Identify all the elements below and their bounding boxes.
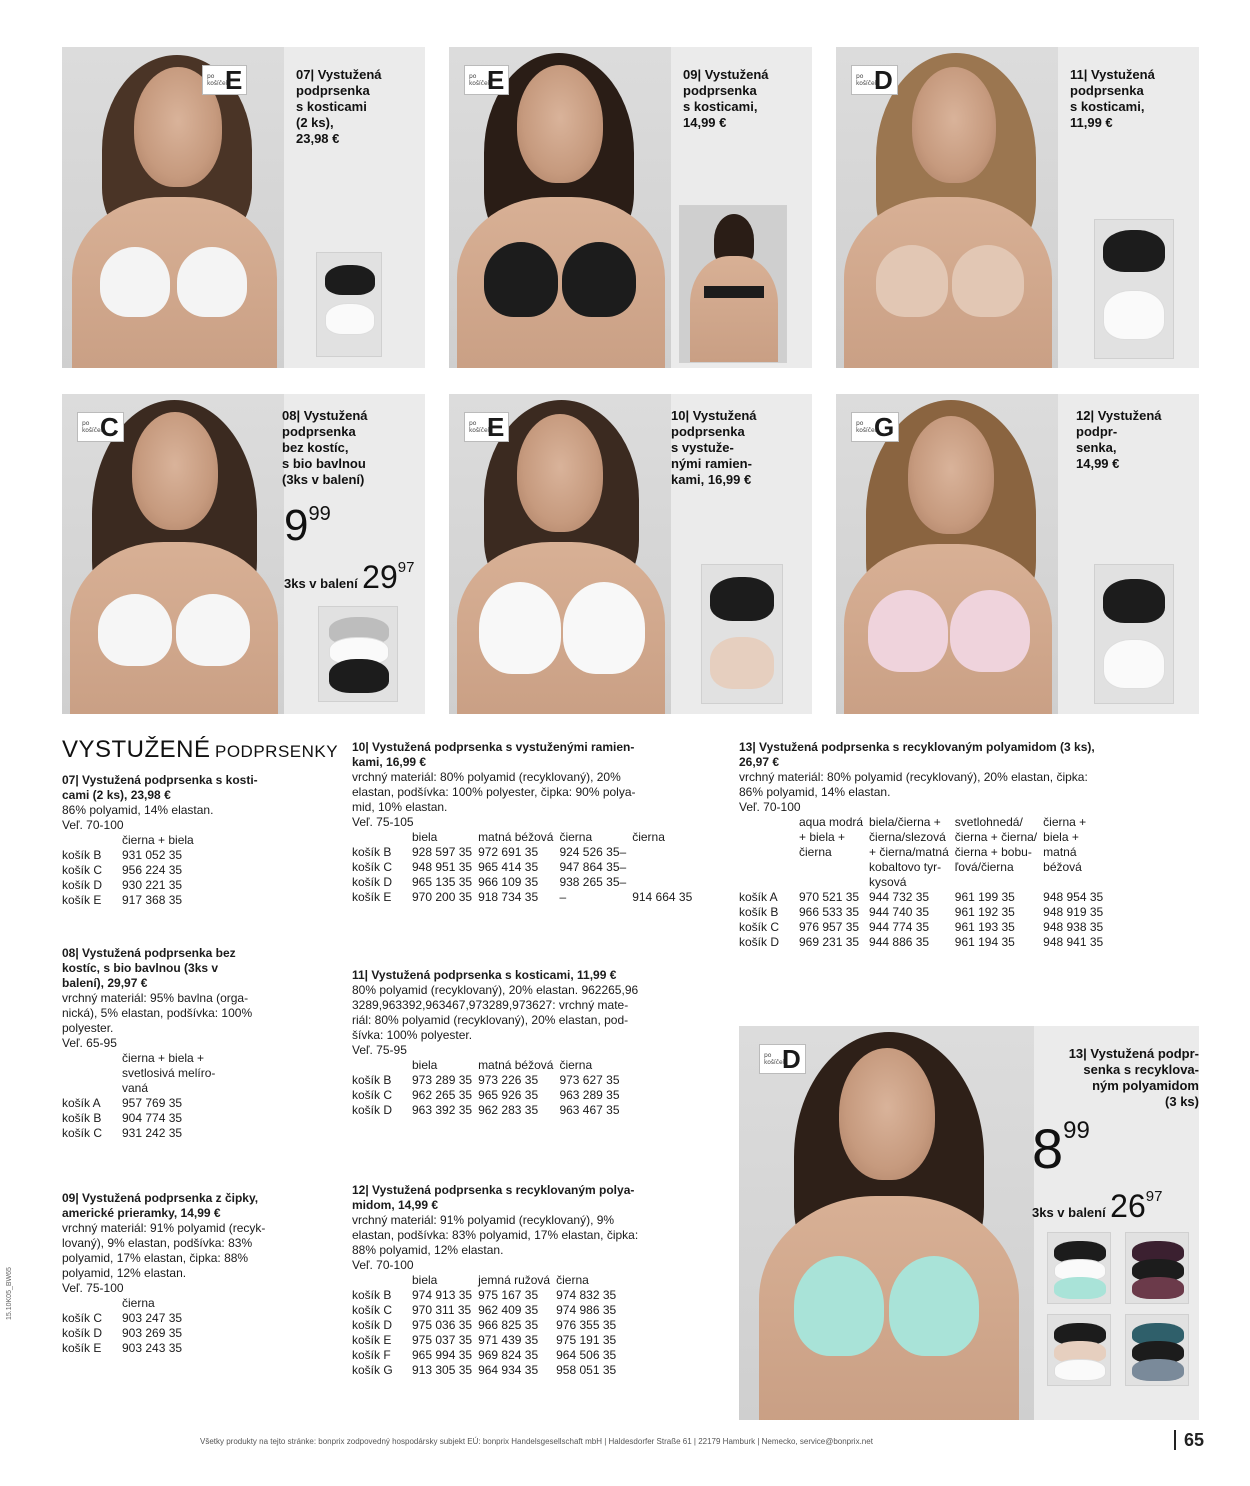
article-code-cell: 963 392 35 (412, 1103, 473, 1117)
product-photo (449, 47, 671, 368)
cup-badge-letter: E (487, 65, 505, 95)
cup-size-cell: košík D (739, 935, 780, 949)
bra-cup-right (177, 247, 247, 317)
cup-size-cell: košík B (352, 1073, 392, 1087)
model-face (908, 416, 994, 534)
cup-size-cell: košík A (739, 890, 778, 904)
product-panel-08 (62, 394, 425, 714)
model-face (839, 1048, 935, 1180)
article-code-cell: 969 231 35 (799, 935, 860, 949)
code-table (352, 830, 698, 905)
article-code-cell: 975 167 35 (478, 1288, 539, 1302)
table-row (352, 1363, 622, 1378)
article-code-cell: 966 109 35 (478, 875, 539, 889)
cup-size-badge (851, 412, 899, 442)
article-code-cell: 948 938 35 (1043, 920, 1104, 934)
table-row (352, 860, 698, 875)
article-code-cell (632, 875, 698, 890)
column-header: jemná ružová (478, 1273, 551, 1287)
article-code-cell: 961 193 35 (954, 920, 1015, 934)
article-code-cell: 913 305 35 (412, 1363, 473, 1377)
article-code-cell: 938 265 35– (559, 875, 627, 889)
bra-cup-right (563, 582, 645, 674)
product-thumbnail-set-4[interactable] (1125, 1314, 1189, 1386)
product-caption: 09| Vystužená podprsenka s kosticami, 14,99 € (683, 67, 769, 130)
article-code-cell: 973 226 35 (478, 1073, 539, 1087)
cup-size-cell: košík E (352, 890, 392, 904)
cup-size-cell: košík F (352, 1348, 391, 1362)
cup-badge-label: po košíček (764, 1052, 787, 1066)
model-face (517, 65, 603, 183)
cup-badge-letter: D (874, 65, 893, 95)
article-code-cell: 931 052 35 (122, 848, 183, 862)
product-caption: 12| Vystužená podpr- senka, 14,99 € (1076, 408, 1162, 471)
column-header: čierna (559, 1058, 593, 1072)
table-row (62, 1326, 188, 1341)
bra-cup-left (479, 582, 561, 674)
section-title (62, 736, 338, 764)
article-code-cell: 976 957 35 (799, 920, 860, 934)
article-code-cell: 928 597 35 (412, 845, 473, 859)
article-code-cell: 903 247 35 (122, 1311, 183, 1325)
article-code-cell: 918 734 35 (478, 890, 539, 904)
cup-size-cell: košík C (352, 1088, 393, 1102)
product-caption: 07| Vystužená podprsenka s kosticami (2 ks), 23,98 € (296, 67, 382, 146)
details-body: vrchný materiál: 91% polyamid (recyklovaný), 9% elastan, podšívka: 83% polyamid, 17% elastan, čipka: 88% polyamid, 12% elastan. Veľ. 70-100 (352, 1213, 639, 1272)
cup-badge-letter: G (874, 412, 895, 442)
table-header-row (62, 1296, 188, 1311)
column-header (352, 1058, 412, 1073)
cup-size-cell: košík C (62, 863, 103, 877)
cup-badge-letter: E (487, 412, 505, 442)
article-code-cell: 966 533 35 (799, 905, 860, 919)
table-row (352, 1288, 622, 1303)
footer-legal: Všetky produkty na tejto stránke: bonprix zodpovedný hospodársky subjekt EÚ: bonprix Handelsgesellschaft mbH | Haldesdorfer Straße 61 | 22179 Hamburk | Nemecko, service@bonprix.net (200, 1437, 873, 1446)
column-header: čierna (556, 1273, 589, 1287)
article-code-cell: 944 740 35 (869, 905, 930, 919)
price-pack (284, 559, 414, 596)
article-code-cell: 964 934 35 (478, 1363, 539, 1377)
article-code-cell (632, 845, 698, 860)
article-code-cell: 947 864 35– (559, 860, 627, 874)
table-row (62, 863, 200, 878)
product-photo (62, 47, 284, 368)
article-code-cell: 969 824 35 (478, 1348, 539, 1362)
bra-cup-right (176, 594, 250, 666)
price-single (284, 501, 331, 550)
cup-badge-label: po košíček (856, 73, 879, 87)
code-table (739, 815, 1109, 950)
bra-cup-right (950, 590, 1030, 672)
product-back-view[interactable] (679, 205, 787, 363)
product-details-07 (62, 773, 332, 908)
article-code-cell: 948 951 35 (412, 860, 473, 874)
product-thumbnail[interactable] (316, 252, 382, 357)
details-heading: 13| Vystužená podprsenka s recyklovaným polyamidom (3 ks), 26,97 € (739, 740, 1095, 769)
column-header (739, 815, 799, 890)
article-code-cell: 970 200 35 (412, 890, 473, 904)
product-caption: 08| Vystužená podprsenka bez kostíc, s bio bavlnou (3ks v balení) (282, 408, 368, 487)
article-code-cell: 903 243 35 (122, 1341, 183, 1355)
product-photo (836, 394, 1058, 714)
article-code-cell: 962 265 35 (412, 1088, 473, 1102)
table-header-row (352, 830, 698, 845)
column-header: čierna + biela + matná béžová (1043, 815, 1087, 874)
cup-size-badge (202, 65, 247, 95)
article-code-cell: 948 954 35 (1043, 890, 1104, 904)
article-code-cell: 964 506 35 (556, 1348, 617, 1362)
table-row (62, 1111, 221, 1126)
product-photo (836, 47, 1058, 368)
product-details-11 (352, 968, 722, 1118)
pack-price-integer: 26 (1110, 1188, 1146, 1224)
details-heading: 09| Vystužená podprsenka z čipky, americké prieramky, 14,99 € (62, 1191, 259, 1220)
column-header: čierna (122, 1296, 155, 1310)
pack-price-integer: 29 (362, 559, 398, 595)
cup-size-badge (759, 1044, 806, 1074)
cup-size-cell: košík A (62, 1096, 101, 1110)
article-code-cell: 974 986 35 (556, 1303, 617, 1317)
product-panel-13 (739, 1026, 1199, 1420)
pack-price-decimal: 97 (397, 559, 415, 576)
article-code-cell: 966 825 35 (478, 1318, 539, 1332)
table-row (352, 1303, 622, 1318)
cup-badge-label: po košíček (856, 420, 879, 434)
table-row (352, 875, 698, 890)
cup-badge-letter: E (225, 65, 243, 95)
product-panel-12 (836, 394, 1199, 714)
model-face (517, 414, 603, 532)
article-code-cell: 974 913 35 (412, 1288, 473, 1302)
product-thumbnail[interactable] (318, 606, 398, 702)
code-table (62, 833, 200, 908)
pack-label: 3ks v balení (1032, 1205, 1106, 1220)
table-row (352, 1318, 622, 1333)
table-row (352, 1088, 626, 1103)
product-details-08 (62, 946, 332, 1141)
column-header: matná béžová (478, 830, 554, 844)
bra-cup-left (484, 242, 558, 317)
product-thumbnail-set-1[interactable] (1047, 1232, 1111, 1304)
product-thumbnail-set-3[interactable] (1047, 1314, 1111, 1386)
column-header: matná béžová (478, 1058, 554, 1072)
details-body: vrchný materiál: 80% polyamid (recyklovaný), 20% elastan, podšívka: 100% polyester, čipka: 90% polya- mid, 10% elastan. Veľ. 75-105 (352, 770, 636, 829)
details-body: 80% polyamid (recyklovaný), 20% elastan. 962265,96 3289,963392,963467,973289,973627: vrchný mate- riál: 80% polyamid (recyklovaný), 20% elastan, pod- šívka: 100% polyester. Veľ. 75-95 (352, 983, 639, 1057)
article-code-cell: 975 191 35 (556, 1333, 617, 1347)
table-header-row (62, 833, 200, 848)
column-header: svetlohnedá/ čierna + čierna/ čierna + bobu- ľová/čierna (954, 815, 1038, 874)
column-header (62, 833, 122, 848)
product-details-09 (62, 1191, 332, 1356)
article-code-cell: 970 311 35 (412, 1303, 472, 1317)
code-table (62, 1051, 221, 1141)
details-heading: 08| Vystužená podprsenka bez kostíc, s bio bavlnou (3ks v balení), 29,97 € (62, 946, 236, 990)
table-row (352, 1073, 626, 1088)
cup-size-cell: košík G (352, 1363, 393, 1377)
table-row (352, 1348, 622, 1363)
bra-cup-left (868, 590, 948, 672)
product-thumbnail-set-2[interactable] (1125, 1232, 1189, 1304)
details-heading: 12| Vystužená podprsenka s recyklovaným polya- midom, 14,99 € (352, 1183, 635, 1212)
table-row (352, 845, 698, 860)
article-code-cell: 914 664 35 (632, 890, 693, 904)
column-header: biela (412, 1273, 438, 1287)
code-table (352, 1273, 622, 1378)
details-heading: 10| Vystužená podprsenka s vystuženými ramien- kami, 16,99 € (352, 740, 635, 769)
table-row (739, 890, 1109, 905)
product-caption: 11| Vystužená podprsenka s kosticami, 11,99 € (1070, 67, 1155, 130)
cup-size-badge (464, 65, 509, 95)
column-header (62, 1051, 122, 1096)
table-row (739, 905, 1109, 920)
bra-cup-right (952, 245, 1024, 317)
product-caption: 13| Vystužená podpr- senka s recyklova- ným polyamidom (3 ks) (1068, 1046, 1199, 1109)
article-code-cell: 974 832 35 (556, 1288, 617, 1302)
price-integer: 9 (284, 501, 309, 550)
page-number-divider (1174, 1430, 1176, 1450)
cup-size-cell: košík B (739, 905, 779, 919)
price-pack (1032, 1188, 1162, 1225)
article-code-cell: 948 919 35 (1043, 905, 1104, 919)
product-thumbnail[interactable] (1094, 564, 1174, 704)
model-face (132, 412, 218, 530)
article-code-cell: 961 194 35 (954, 935, 1015, 949)
price-integer: 8 (1032, 1117, 1064, 1180)
cup-size-cell: košík B (352, 845, 392, 859)
column-header: čierna + biela + svetlosivá melíro- vaná (122, 1051, 216, 1095)
product-photo (449, 394, 671, 714)
product-details-13 (739, 740, 1199, 950)
product-panel-11 (836, 47, 1199, 368)
product-panel-10 (449, 394, 812, 714)
article-code-cell: 965 994 35 (412, 1348, 473, 1362)
page-number (1184, 1430, 1204, 1451)
article-code-cell: 944 774 35 (869, 920, 930, 934)
article-code-cell: 965 414 35 (478, 860, 539, 874)
cup-size-cell: košík D (352, 1318, 393, 1332)
table-row (352, 890, 698, 905)
page-number-value: 65 (1184, 1430, 1205, 1450)
article-code-cell: 962 409 35 (478, 1303, 539, 1317)
details-body: vrchný materiál: 95% bavlna (orga- nická), 5% elastan, podšívka: 100% polyester. Veľ. 65-95 (62, 991, 253, 1050)
cup-badge-label: po košíček (469, 73, 492, 87)
article-code-cell: 976 355 35 (556, 1318, 617, 1332)
cup-size-cell: košík E (62, 1341, 102, 1355)
column-header: čierna (632, 830, 665, 844)
column-header (352, 830, 412, 845)
article-code-cell: 956 224 35 (122, 863, 183, 877)
column-header: čierna + biela (122, 833, 194, 847)
details-body: vrchný materiál: 91% polyamid (recyk- lovaný), 9% elastan, podšívka: 83% polyamid, 17% elastan, čipka: 88% polyamid, 12% elastan. Veľ. 75-100 (62, 1221, 266, 1295)
bra-cup-left (100, 247, 170, 317)
column-header: biela (412, 830, 438, 844)
article-code-cell: 917 368 35 (122, 893, 183, 907)
cup-size-cell: košík D (352, 875, 393, 889)
column-header: aqua modrá + biela + čierna (799, 815, 864, 859)
cup-size-cell: košík D (62, 1326, 103, 1340)
article-code-cell: 957 769 35 (122, 1096, 183, 1110)
article-code-cell: 930 221 35 (122, 878, 183, 892)
cup-badge-label: po košíček (82, 420, 105, 434)
article-code-cell: 961 199 35 (954, 890, 1015, 904)
product-thumbnail[interactable] (1094, 219, 1174, 359)
code-table (352, 1058, 626, 1118)
cup-size-cell: košík D (352, 1103, 393, 1117)
cup-size-cell: košík B (352, 1288, 392, 1302)
cup-size-cell: košík D (62, 878, 103, 892)
cup-size-cell: košík C (352, 860, 393, 874)
table-row (62, 1126, 221, 1141)
table-row (62, 893, 200, 908)
table-row (739, 935, 1109, 950)
article-code-cell: – (559, 890, 567, 904)
column-header: čierna (559, 830, 593, 844)
cup-size-cell: košík E (62, 893, 102, 907)
article-code-cell: 963 289 35 (559, 1088, 620, 1102)
section-title-main: VYSTUŽENÉ (62, 736, 211, 763)
article-code-cell: 903 269 35 (122, 1326, 183, 1340)
table-row (352, 1333, 622, 1348)
article-code-cell: 931 242 35 (122, 1126, 183, 1140)
column-header (352, 1273, 412, 1288)
article-code-cell: 971 439 35 (478, 1333, 539, 1347)
product-caption: 10| Vystužená podprsenka s vystuže- nými ramien- kami, 16,99 € (671, 408, 757, 487)
bra-cup-left (98, 594, 172, 666)
table-header-row (62, 1051, 221, 1096)
table-row (62, 878, 200, 893)
cup-badge-label: po košíček (207, 73, 230, 87)
details-heading: 11| Vystužená podprsenka s kosticami, 11,99 € (352, 968, 617, 982)
table-row (62, 848, 200, 863)
price-decimal: 99 (308, 503, 331, 525)
cup-size-cell: košík C (62, 1311, 103, 1325)
cup-size-badge (851, 65, 898, 95)
article-code-cell: 965 135 35 (412, 875, 473, 889)
cup-size-cell: košík B (62, 848, 102, 862)
cup-size-cell: košík C (352, 1303, 393, 1317)
bra-cup-left (794, 1256, 884, 1356)
table-row (62, 1096, 221, 1111)
article-code-cell: 944 732 35 (869, 890, 930, 904)
article-code-cell: 962 283 35 (478, 1103, 539, 1117)
product-panel-09 (449, 47, 812, 368)
column-header: biela (412, 1058, 438, 1072)
article-code-cell: 975 037 35 (412, 1333, 473, 1347)
table-row (352, 1103, 626, 1118)
product-photo (62, 394, 284, 714)
cup-size-badge (77, 412, 124, 442)
article-code-cell: 965 926 35 (478, 1088, 539, 1102)
product-panel-07 (62, 47, 425, 368)
bra-cup-right (889, 1256, 979, 1356)
column-header: biela/čierna + čierna/slezová + čierna/matná kobaltovo tyr- kysová (869, 815, 949, 889)
pack-price-decimal: 97 (1145, 1188, 1163, 1205)
cup-size-cell: košík C (739, 920, 780, 934)
code-table (62, 1296, 188, 1356)
cup-badge-letter: D (782, 1044, 801, 1074)
article-code-cell: 963 467 35 (559, 1103, 620, 1117)
article-code-cell (632, 860, 698, 875)
product-details-12 (352, 1183, 722, 1378)
article-code-cell: 972 691 35 (478, 845, 539, 859)
details-heading: 07| Vystužená podprsenka s kosti- cami (2 ks), 23,98 € (62, 773, 258, 802)
article-code-cell: 970 521 35 (799, 890, 860, 904)
article-code-cell: 973 627 35 (559, 1073, 620, 1087)
product-photo (739, 1026, 1034, 1420)
table-row (62, 1341, 188, 1356)
bra-cup-left (876, 245, 948, 317)
table-row (62, 1311, 188, 1326)
section-title-sub: PODPRSENKY (214, 742, 339, 761)
details-body: 86% polyamid, 14% elastan. Veľ. 70-100 (62, 803, 214, 832)
article-code-cell: 944 886 35 (869, 935, 930, 949)
article-code-cell: 924 526 35– (559, 845, 627, 859)
cup-size-cell: košík E (352, 1333, 392, 1347)
pack-label: 3ks v balení (284, 576, 358, 591)
product-details-10 (352, 740, 722, 905)
table-header-row (352, 1058, 626, 1073)
details-body: vrchný materiál: 80% polyamid (recyklovaný), 20% elastan, čipka: 86% polyamid, 14% elastan. Veľ. 70-100 (739, 770, 1088, 814)
table-header-row (352, 1273, 622, 1288)
article-code-cell: 973 289 35 (412, 1073, 473, 1087)
catalog-code: 15.10K05_BW65 (6, 1267, 13, 1320)
article-code-cell: 948 941 35 (1043, 935, 1104, 949)
product-thumbnail[interactable] (701, 564, 783, 704)
bra-cup-right (562, 242, 636, 317)
table-row (739, 920, 1109, 935)
cup-size-cell: košík C (62, 1126, 103, 1140)
article-code-cell: 961 192 35 (954, 905, 1015, 919)
article-code-cell: 904 774 35 (122, 1111, 183, 1125)
cup-size-badge (464, 412, 509, 442)
price-decimal: 99 (1063, 1117, 1090, 1144)
price-single (1032, 1117, 1090, 1180)
column-header (62, 1296, 122, 1311)
cup-badge-letter: C (100, 412, 119, 442)
article-code-cell: 975 036 35 (412, 1318, 473, 1332)
cup-size-cell: košík B (62, 1111, 102, 1125)
cup-badge-label: po košíček (469, 420, 492, 434)
table-header-row (739, 815, 1109, 890)
article-code-cell: 958 051 35 (556, 1363, 617, 1377)
model-face (912, 67, 996, 183)
